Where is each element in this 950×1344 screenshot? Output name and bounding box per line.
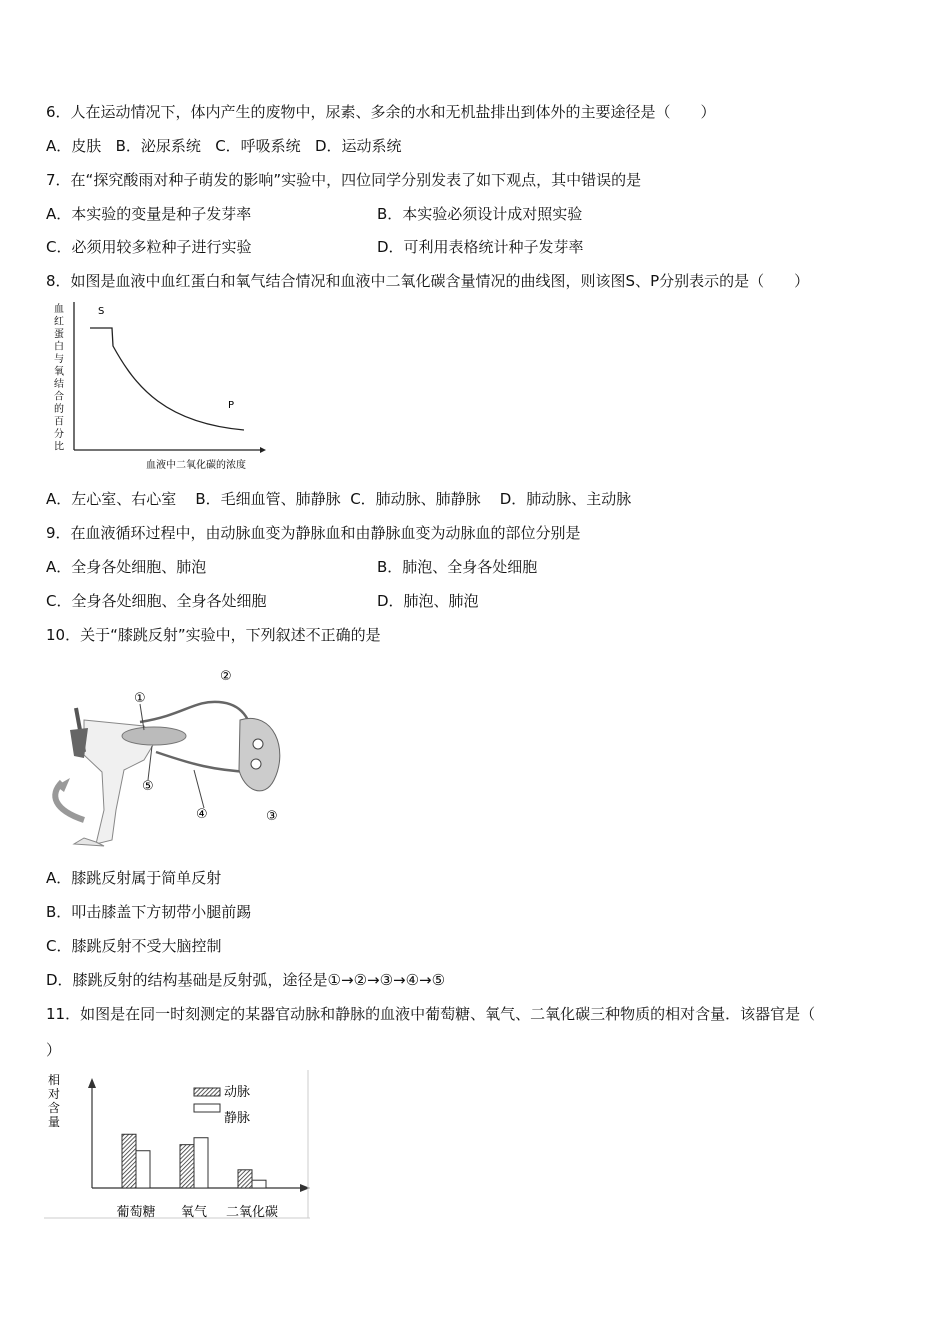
label-4: ④ [196,807,208,822]
q8-option-a: A．左心室、右心室 [46,490,177,508]
efferent-nerve [156,752,249,772]
q11-ylabel-text: 相对含量 [48,1073,61,1129]
label-5: ⑤ [142,779,154,794]
q8-label-s: S [98,306,105,317]
x-tick-label: 氧气 [180,1205,208,1220]
legend-swatch-静脉 [194,1104,220,1112]
q8-x-arrow [260,447,266,453]
legend-label-静脉: 静脉 [224,1111,251,1126]
q8-option-d: D．肺动脉、主动脉 [499,490,632,508]
neuron-2 [251,759,261,769]
knee-reflex-diagram [44,660,294,850]
x-tick-label: 二氧化碳 [225,1205,279,1220]
q10-option-d: D．膝跳反射的结构基础是反射弧，途径是①→②→③→④→⑤ [46,971,446,989]
q6-option-b: B．泌尿系统 [115,137,201,155]
q6-option-a: A．皮肤 [46,137,102,155]
q11-bar-chart [44,1070,310,1222]
bar-动脉-二氧化碳 [238,1170,252,1188]
bar-静脉-葡萄糖 [136,1151,150,1188]
q6-options [46,136,402,156]
neuron-1 [253,739,263,749]
q8-stem: 8．如图是血液中血红蛋白和氧气结合情况和血液中二氧化碳含量情况的曲线图，则该图S、P分别表示的是（ ） [46,272,810,290]
q8-curve-graph [46,298,276,476]
q8-ylabel-text: 血红蛋白与氧结合的百分比 [54,304,64,453]
spinal-cord [239,718,280,790]
q11-ylabel [48,1072,60,1129]
q7-option-a: A．本实验的变量是种子发芽率 [46,205,252,223]
q11-stem-line2: ） [46,1041,62,1059]
label-1: ① [134,691,146,706]
q6-stem: 6．人在运动情况下，体内产生的废物中，尿素、多余的水和无机盐排出到体外的主要途径是（ ） [46,103,716,121]
q7-stem: 7．在“探究酸雨对种子萌发的影响”实验中，四位同学分别发表了如下观点，其中错误的是 [46,171,642,189]
q6-option-c: C．呼吸系统 [215,137,301,155]
bar-动脉-葡萄糖 [122,1134,136,1188]
q6-option-d: D．运动系统 [314,137,402,155]
q8-option-b: B．毛细血管、肺静脉 [195,490,341,508]
q9-stem: 9．在血液循环过程中，由动脉血变为静脉血和由静脉血变为动脉血的部位分别是 [46,524,581,542]
x-tick-label: 葡萄糖 [116,1205,156,1220]
q7-option-b: B．本实验必须设计成对照实验 [377,205,583,223]
q9-option-a: A．全身各处细胞、肺泡 [46,558,207,576]
q10-option-b: B．叩击膝盖下方韧带小腿前踢 [46,903,252,921]
label-3: ③ [266,809,278,824]
q10-stem: 10．关于“膝跳反射”实验中，下列叙述不正确的是 [46,626,381,644]
q8-xlabel: 血液中二氧化碳的浓度 [146,460,246,471]
pointer-4 [194,770,204,808]
legend-label-动脉: 动脉 [224,1085,251,1100]
q8-curve [90,328,244,430]
legend-swatch-动脉 [194,1088,220,1096]
q8-option-c: C．肺动脉、肺静脉 [350,490,481,508]
q7-option-c: C．必须用较多粒种子进行实验 [46,238,252,256]
thigh-muscle [122,727,186,745]
label-2: ② [220,669,232,684]
q11-y-arrow [88,1078,96,1088]
q8-label-p: P [228,400,235,411]
q8-options [46,489,631,509]
bar-静脉-二氧化碳 [252,1180,266,1188]
q10-option-a: A．膝跳反射属于简单反射 [46,869,222,887]
q11-stem-line1: 11．如图是在同一时刻测定的某器官动脉和静脉的血液中葡萄糖、氧气、二氧化碳三种物质的相对含量．该器官是（ [46,1005,816,1023]
q7-option-d: D．可利用表格统计种子发芽率 [377,238,584,256]
q8-ylabel [54,303,64,453]
q9-option-c: C．全身各处细胞、全身各处细胞 [46,592,267,610]
q10-option-c: C．膝跳反射不受大脑控制 [46,937,222,955]
q9-option-b: B．肺泡、全身各处细胞 [377,558,538,576]
bar-静脉-氧气 [194,1138,208,1188]
bar-动脉-氧气 [180,1145,194,1188]
q9-option-d: D．肺泡、肺泡 [377,592,479,610]
